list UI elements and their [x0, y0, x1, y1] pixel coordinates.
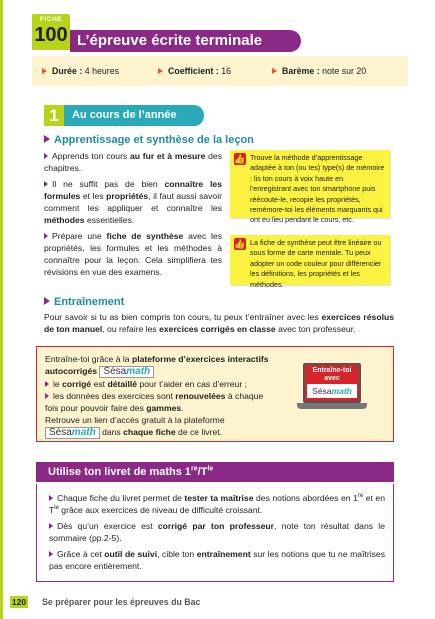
text: sur les notions que tu ne maîtrises pas encore entièrement. — [49, 549, 386, 571]
sesamath-logo — [99, 366, 154, 378]
paragraph-entrainement — [44, 311, 394, 335]
text-bold: corrigé — [62, 379, 92, 389]
laptop-screen — [303, 363, 361, 403]
section-number: 1 — [44, 105, 64, 126]
page-edge-strip — [0, 0, 3, 619]
text: , ou refaire les — [102, 324, 160, 334]
paragraph-formules — [44, 178, 222, 226]
triangle-bullet-icon — [45, 381, 49, 387]
subheading-apprentissage — [44, 133, 254, 148]
logo-part: math — [71, 427, 96, 438]
text-bold: au fur et à mesure — [129, 151, 206, 161]
triangle-bullet-icon — [44, 153, 48, 159]
text-sup: le — [54, 505, 59, 512]
triangle-bullet-icon — [49, 551, 53, 557]
text-bold: outil de suivi — [104, 549, 158, 559]
logo-part: Sésa — [103, 366, 127, 377]
text-bold: tester ta maîtrise — [184, 493, 254, 503]
text: Grâce à cet — [57, 549, 105, 559]
text: dans — [99, 427, 124, 437]
logo-part: math — [126, 366, 151, 377]
logo-part: Sésa — [312, 386, 332, 396]
tip-memory — [230, 150, 390, 225]
text: Il ne suffit pas de bien — [52, 179, 165, 189]
laptop-label: Entraîne-toi avec — [312, 367, 352, 382]
section2-box — [36, 484, 394, 582]
subheading-text: Apprentissage et synthèse de la leçon — [54, 134, 254, 146]
sesamath-logo — [307, 384, 357, 398]
text-bold: détaillé — [107, 379, 138, 389]
text-sup: le — [207, 465, 214, 473]
text-bold: exercices résolus de ton manuel — [44, 312, 395, 334]
triangle-bullet-icon — [44, 233, 48, 239]
text: Entraîne-toi grâce à la — [45, 354, 132, 364]
thumbs-up-icon: 👍 — [234, 239, 246, 249]
text: est — [91, 379, 108, 389]
text-bold: chaque fiche — [123, 427, 176, 437]
info-bareme — [272, 66, 366, 78]
text: , cible ton — [157, 549, 197, 559]
triangle-bullet-icon — [49, 495, 53, 501]
paragraph-corrige — [49, 520, 385, 544]
text: avec les propriétés, les formules et les méthodes à connaître pour la leçon. Cela simplifiera tes révisions en vue des examens. — [44, 231, 222, 277]
text: les données des exercices sont — [53, 391, 176, 401]
text: de ce livret. — [175, 427, 223, 437]
text-bold: corrigé par ton professeur — [157, 521, 275, 531]
laptop-base — [297, 403, 367, 409]
text: à chaque fois pour pouvoir faire des — [45, 391, 264, 413]
section2-title — [36, 462, 394, 482]
text: Retrouve un lien d’accès gratuit à la plateforme — [45, 415, 225, 425]
sesamath-logo — [45, 427, 100, 439]
triangle-bullet-icon — [45, 393, 49, 399]
triangle-bullet-icon — [49, 523, 53, 529]
text-bold: gammes — [146, 403, 182, 413]
triangle-bullet-icon — [42, 68, 47, 74]
text: . — [181, 403, 184, 413]
text: Pour savoir si tu as bien compris ton cours, tu peux t’entraîner avec les — [44, 312, 322, 322]
triangle-bullet-icon — [272, 68, 277, 74]
info-duree — [42, 66, 119, 78]
fiche-badge — [32, 14, 70, 50]
text: Prépare une — [52, 231, 107, 241]
sesamath-last — [45, 414, 277, 439]
text-bold: plateforme d’exercices interactifs autocorrigés — [45, 354, 269, 376]
sesamath-box — [36, 346, 394, 442]
coef-value: 16 — [218, 66, 232, 76]
tip-synthese — [230, 235, 390, 289]
paragraph-apprends — [44, 150, 222, 174]
triangle-bullet-icon — [44, 181, 48, 187]
text: Chaque fiche du livret permet de — [57, 493, 185, 503]
text: /T — [197, 466, 208, 478]
text: Dès qu’un exercice est — [57, 521, 158, 531]
bareme-value: note sur 20 — [319, 66, 367, 76]
text: des chapitres. — [44, 151, 222, 173]
text: Utilise ton livret de maths 1 — [48, 466, 192, 478]
duree-label: Durée : — [52, 66, 83, 76]
text: pour t’aider en cas d’erreur ; — [137, 379, 247, 389]
subheading-entrainement — [44, 295, 124, 310]
text: et en T — [49, 493, 385, 515]
sesamath-bullet — [45, 378, 277, 390]
laptop-icon — [297, 363, 367, 413]
triangle-bullet-icon — [158, 68, 163, 74]
tip-text: Trouve la méthode d’apprentissage adaptée à ton (ou tes) type(s) de mémoire : lis ton cours à voix haute en l’enregistrant avec ton smartphone puis réécoute-le, recopie les propriétés, remémore-toi les éléments marquants qui ont eu lieu pendant le cours, etc. — [250, 153, 385, 225]
sesamath-intro — [45, 353, 277, 378]
text-bold: méthodes — [44, 215, 85, 225]
fiche-number: 100 — [34, 23, 68, 46]
sesamath-text — [45, 353, 277, 439]
text: avec ton professeur. — [275, 324, 356, 334]
thumbs-up-icon: 👍 — [234, 154, 246, 164]
coef-label: Coefficient : — [168, 66, 219, 76]
info-coefficient — [158, 66, 231, 78]
text-bold: connaître les formules — [44, 179, 222, 201]
text-bold: propriétés — [106, 191, 149, 201]
text-bold: fiche de synthèse — [106, 231, 184, 241]
text-sup: re — [191, 465, 198, 473]
info-strip — [32, 56, 408, 86]
page-number: 120 — [11, 597, 27, 607]
duree-value: 4 heures — [82, 66, 119, 76]
section-title: Au cours de l’année — [64, 105, 204, 126]
text-bold: exercices corrigés en classe — [159, 324, 276, 334]
text: des notions abordées en 1 — [253, 493, 358, 503]
paragraph-livret — [49, 492, 385, 516]
text: , il faut aussi savoir comment les appliquer et connaître les — [44, 191, 222, 213]
text: Apprends ton cours — [52, 151, 130, 161]
fiche-label: FICHE — [40, 16, 62, 23]
text-sup: re — [357, 493, 364, 500]
logo-part: math — [331, 386, 352, 396]
paragraph-synthese — [44, 230, 222, 278]
text-bold: entraînement — [196, 549, 251, 559]
text: le — [53, 379, 63, 389]
text: et les — [80, 191, 107, 201]
bareme-label: Barème : — [282, 66, 320, 76]
text: , note ton résultat dans le sommaire (pp.2-5). — [49, 521, 385, 543]
text: grâce aux exercices de niveau de difficulté croissant. — [58, 505, 263, 515]
sesamath-bullet — [45, 390, 277, 414]
page-title: L’épreuve écrite terminale — [70, 30, 301, 52]
triangle-bullet-icon — [44, 297, 50, 305]
tip-text: La fiche de synthèse peut être linéaire ou sous forme de carte mentale. Tu peux adopter un code couleur pour différencier les définitions, les propriétés et les méthodes. — [250, 238, 382, 289]
paragraph-suivi — [49, 548, 385, 572]
logo-part: Sésa — [49, 427, 72, 438]
subheading-text: Entraînement — [54, 296, 125, 308]
text: essentielles. — [84, 215, 135, 225]
text-bold: renouvelées — [175, 391, 226, 401]
footer-text: Se préparer pour les épreuves du Bac — [42, 597, 201, 607]
triangle-bullet-icon — [44, 135, 50, 143]
